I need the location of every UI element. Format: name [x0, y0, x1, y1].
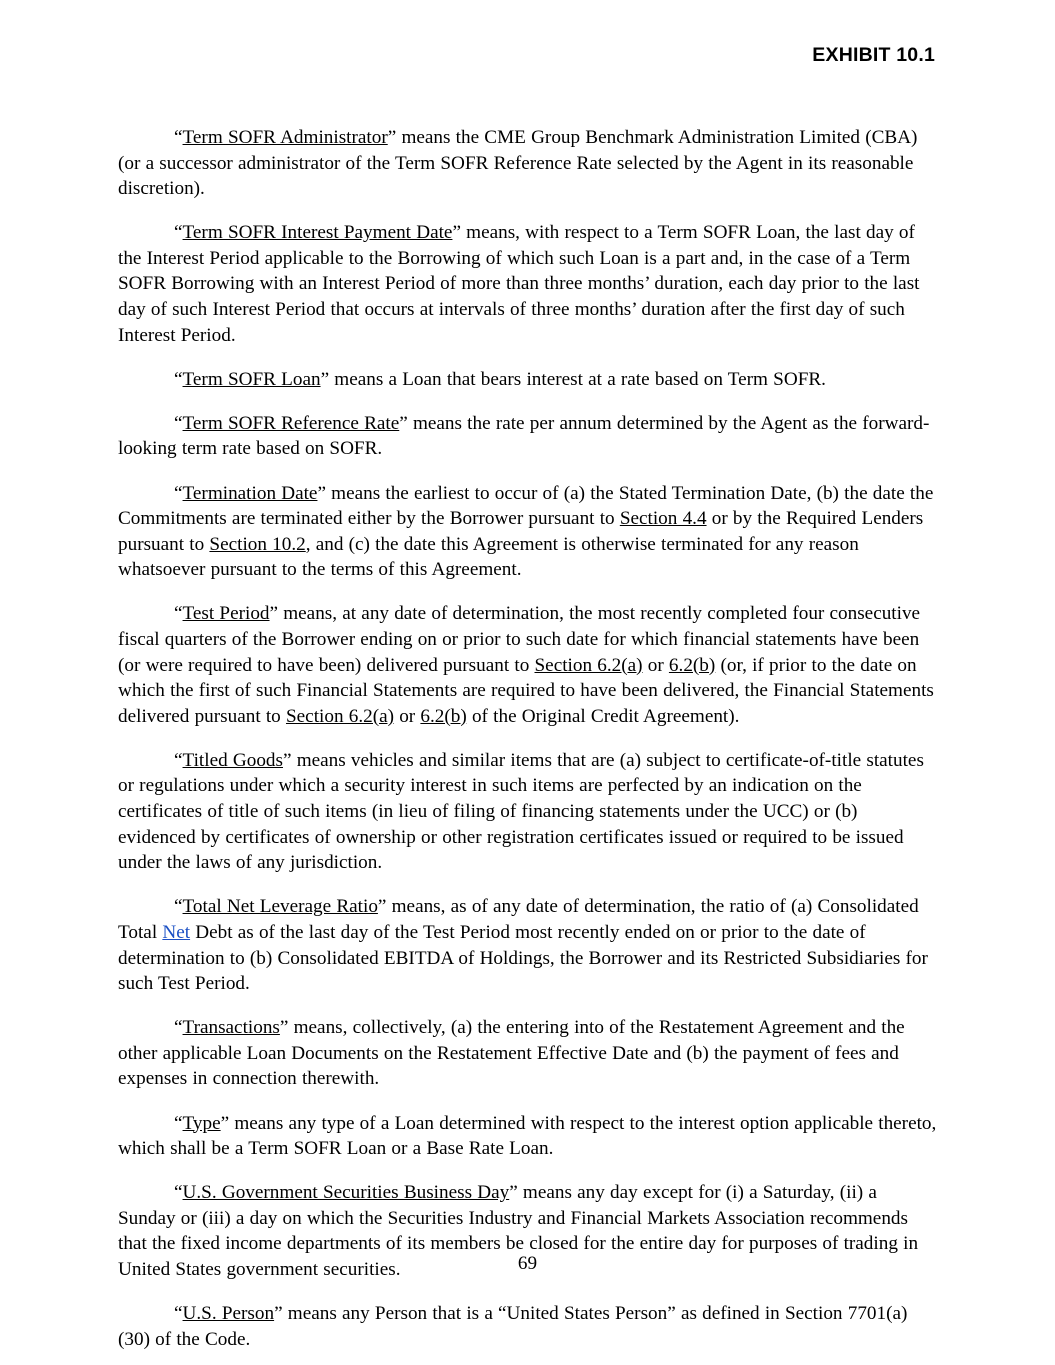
- quote-open: “: [174, 368, 183, 390]
- definition-text: ” means any day except for (i) a Saturday, (ii) a Sunday or (iii) a day on which the Securities Industry and Financial Markets Association recommends that the fixed income departments of its members be closed for the entire day for purposes of trading in United States government securities.: [118, 1182, 919, 1280]
- quote-open: “: [174, 222, 183, 244]
- quote-open: “: [174, 127, 183, 148]
- definition-type: [118, 1111, 937, 1162]
- definition-term-sofr-administrator: [118, 125, 937, 202]
- quote-open: “: [174, 749, 183, 771]
- exhibit-header: EXHIBIT 10.1: [812, 44, 935, 66]
- quote-open: “: [174, 412, 183, 434]
- definition-text: , and (c) the date this Agreement is otherwise terminated for any reason whatsoever pursuant to the terms of this Agreement.: [118, 533, 859, 581]
- defined-term: Term SOFR Interest Payment Date: [182, 222, 453, 244]
- definition-text: ” means, collectively, (a) the entering into of the Restatement Agreement and the other applicable Loan Documents on the Restatement Effective Date and (b) the payment of fees and expenses in connection therewith.: [118, 1017, 905, 1090]
- defined-term: Total Net Leverage Ratio: [182, 896, 378, 918]
- definition-transactions: [118, 1015, 937, 1092]
- quote-open: “: [174, 896, 183, 918]
- definition-term-sofr-reference-rate: [118, 411, 937, 462]
- definition-term-sofr-interest-payment-date: [118, 220, 937, 348]
- page-number: 69: [517, 1253, 538, 1274]
- definition-term-sofr-loan: [118, 367, 937, 393]
- section-reference-6-2-b[interactable]: 6.2(b): [668, 654, 716, 676]
- definition-text: ” means, with respect to a Term SOFR Loan, the last day of the Interest Period applicable to the Borrowing of which such Loan is a part and, in the case of a Term SOFR Borrowing with an Interest Period of more than three months’ duration, each day prior to the last day of such Interest Period that occurs at intervals of three months’ duration after the first day of such Interest Period.: [118, 222, 920, 346]
- definition-us-person: [118, 1301, 937, 1352]
- defined-term: Titled Goods: [182, 749, 283, 771]
- quote-open: “: [174, 1303, 183, 1325]
- definition-text: Debt as of the last day of the Test Period most recently ended on or prior to the date of determination to (b) Consolidated EBITDA of Holdings, the Borrower and its Restricted Subsidiaries for such Test Period.: [118, 921, 928, 995]
- quote-open: “: [174, 1112, 183, 1134]
- defined-term: Test Period: [182, 603, 270, 625]
- definition-text: ” means any Person that is a “United States Person” as defined in Section 7701(a)(30) of the Code.: [118, 1303, 908, 1350]
- defined-term: Term SOFR Administrator: [182, 127, 388, 148]
- definition-titled-goods: [118, 748, 937, 876]
- definition-text: or: [394, 705, 421, 727]
- definition-text: ” means the earliest to occur of (a) the Stated Termination Date, (b) the date the Commitments are terminated either by the Borrower pursuant to: [118, 482, 934, 530]
- quote-open: “: [174, 482, 183, 504]
- definition-text: ” means the CME Group Benchmark Administration Limited (CBA) (or a successor administrator of the Term SOFR Reference Rate selected by the Agent in its reasonable discretion).: [118, 127, 918, 200]
- section-reference-6-2-b-original[interactable]: 6.2(b): [420, 705, 467, 727]
- definition-text: ” means vehicles and similar items that are (a) subject to certificate-of-title statutes or regulations under which a security interest in such items are perfected by an indication on the certificates of title of such items (in lieu of filing of financing statements under the UCC) or (b) evidenced by certificates of ownership or other registration certificates issued or required to be issued under the laws of any jurisdiction.: [118, 749, 924, 874]
- quote-open: “: [174, 603, 183, 625]
- definition-text: (or, if prior to the date on which the first of such Financial Statements are required to have been delivered, the Financial Statements delivered pursuant to: [118, 654, 934, 727]
- section-reference-6-2-a[interactable]: Section 6.2(a): [534, 654, 643, 676]
- defined-term: Type: [182, 1112, 221, 1134]
- definition-total-net-leverage-ratio: [118, 894, 937, 996]
- section-reference-10-2[interactable]: Section 10.2: [209, 533, 306, 555]
- quote-open: “: [174, 1182, 183, 1204]
- definition-text: or by the Required Lenders pursuant to: [118, 508, 924, 555]
- inline-link-net[interactable]: Net: [162, 921, 191, 943]
- definition-text: ” means the rate per annum determined by the Agent as the forward-looking term rate based on SOFR.: [118, 412, 930, 460]
- defined-term: Term SOFR Reference Rate: [182, 412, 400, 434]
- defined-term: U.S. Government Securities Business Day: [182, 1182, 510, 1204]
- definition-termination-date: [118, 481, 937, 583]
- definition-text: ” means a Loan that bears interest at a rate based on Term SOFR.: [320, 368, 826, 390]
- defined-term: U.S. Person: [182, 1303, 275, 1325]
- defined-term: Termination Date: [182, 482, 318, 504]
- defined-term: Transactions: [182, 1017, 280, 1039]
- definition-text: ” means any type of a Loan determined with respect to the interest option applicable thereto, which shall be a Term SOFR Loan or a Base Rate Loan.: [118, 1112, 937, 1160]
- definition-test-period: [118, 601, 937, 729]
- section-reference-4-4[interactable]: Section 4.4: [619, 508, 707, 530]
- defined-term: Term SOFR Loan: [182, 368, 321, 390]
- definition-text: of the Original Credit Agreement).: [466, 705, 740, 727]
- definition-text: ” means, as of any date of determination, the ratio of (a) Consolidated Total: [118, 896, 919, 943]
- section-reference-6-2-a-original[interactable]: Section 6.2(a): [285, 705, 395, 727]
- quote-open: “: [174, 1017, 183, 1039]
- definition-text: ” means, at any date of determination, the most recently completed four consecutive fiscal quarters of the Borrower ending on or prior to such date for which financial statements have been (or were required to have been) delivered pursuant to: [118, 603, 921, 676]
- definition-text: or: [642, 654, 669, 676]
- document-body: [118, 125, 937, 1352]
